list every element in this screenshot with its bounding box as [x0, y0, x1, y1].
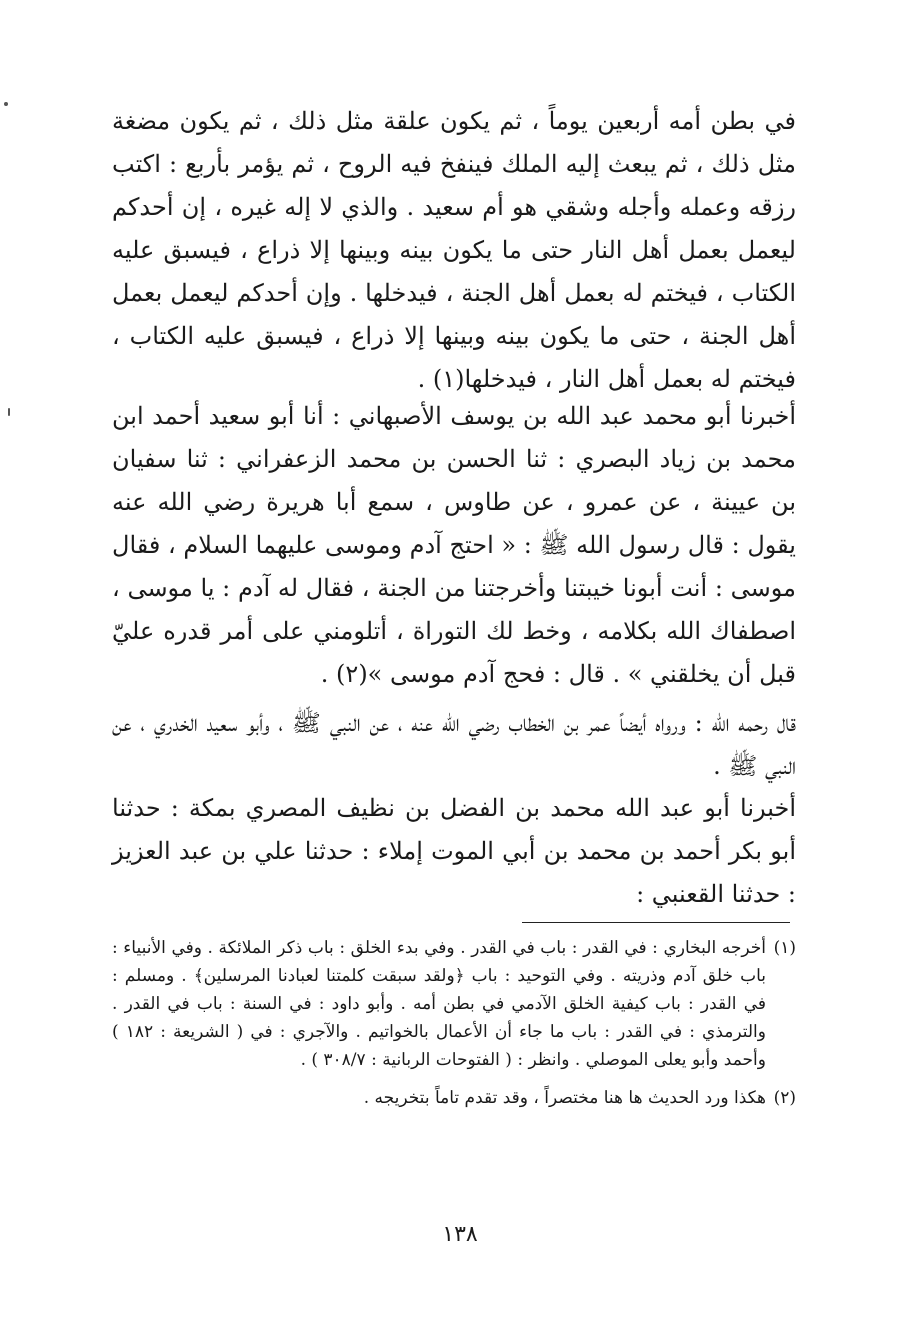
paragraph-text: قال رحمه الله : ورواه أيضاً عمر بن الخطاب رضي الله عنه ، عن النبي ﷺ ، وأبو سعيد الخدري ، عن النبي ﷺ . — [112, 709, 796, 780]
footnote-item — [112, 934, 796, 1074]
paragraph-text: في بطن أمه أربعين يوماً ، ثم يكون علقة مثل ذلك ، ثم يكون مضغة مثل ذلك ، ثم يبعث إليه الملك فينفخ فيه الروح ، ثم يؤمر بأربع : اكتب رزقه وعمله وأجله وشقي هو أم سعيد . والذي لا إله غيره ، إن أحدكم ليعمل بعمل أهل النار حتى ما يكون بينه وبينها إلا ذراع ، فيسبق عليه الكتاب ، فيختم له بعمل أهل الجنة ، فيدخلها . وإن أحدكم ليعمل بعمل أهل الجنة ، حتى ما يكون بينه وبينها إلا ذراع ، فيسبق عليه الكتاب ، فيختم له بعمل أهل النار ، فيدخلها(١) . — [112, 107, 796, 393]
main-text-paragraph — [112, 395, 796, 695]
main-text-paragraph — [112, 787, 796, 917]
footnote-marker: (١) — [773, 938, 796, 958]
footnote-item — [112, 1084, 796, 1112]
footnote-text: هكذا ورد الحديث ها هنا مختصراً ، وقد تقدم تاماً بتخريجه . — [363, 1088, 766, 1108]
page-number: ١٣٨ — [442, 1222, 478, 1247]
main-text-paragraph — [112, 100, 796, 400]
paragraph-text: أخبرنا أبو محمد عبد الله بن يوسف الأصبهاني : أنا أبو سعيد أحمد ابن محمد بن زياد البصري : ثنا الحسن بن محمد الزعفراني : ثنا سفيان بن عيينة ، عن عمرو ، عن طاوس ، سمع أبا هريرة رضي الله عنه يقول : قال رسول الله ﷺ : « احتج آدم وموسى عليهما السلام ، فقال موسى : أنت أبونا خيبتنا وأخرجتنا من الجنة ، فقال له آدم : يا موسى ، اصطفاك الله بكلامه ، وخط لك التوراة ، أتلومني على أمر قدره عليّ قبل أن يخلقني » . قال : فحج آدم موسى »(٢) . — [112, 402, 796, 688]
main-text-paragraph — [112, 702, 796, 792]
footnote-marker: (٢) — [773, 1088, 796, 1108]
footnotes-section — [112, 934, 796, 1122]
footnote-divider — [522, 922, 790, 923]
scan-speck — [8, 408, 10, 416]
paragraph-text: أخبرنا أبو عبد الله محمد بن الفضل بن نظيف المصري بمكة : حدثنا أبو بكر أحمد بن محمد بن أبي الموت إملاء : حدثنا علي بن عبد العزيز : حدثنا القعنبي : — [112, 794, 796, 908]
footnote-text: أخرجه البخاري : في القدر : باب في القدر . وفي بدء الخلق : باب ذكر الملائكة . وفي الأنبياء : باب خلق آدم وذريته . وفي التوحيد : باب ﴿ولقد سبقت كلمتنا لعبادنا المرسلين﴾ . ومسلم : في القدر : باب كيفية الخلق الآدمي في بطن أمه . وأبو داود : في السنة : باب في القدر . والترمذي : في القدر : باب ما جاء أن الأعمال بالخواتيم . والآجري : في ( الشريعة : ١٨٢ ) وأحمد وأبو يعلى الموصلي . وانظر : ( الفتوحات الربانية : ٣٠٨/٧ ) . — [112, 938, 766, 1070]
scan-speck — [4, 102, 8, 106]
